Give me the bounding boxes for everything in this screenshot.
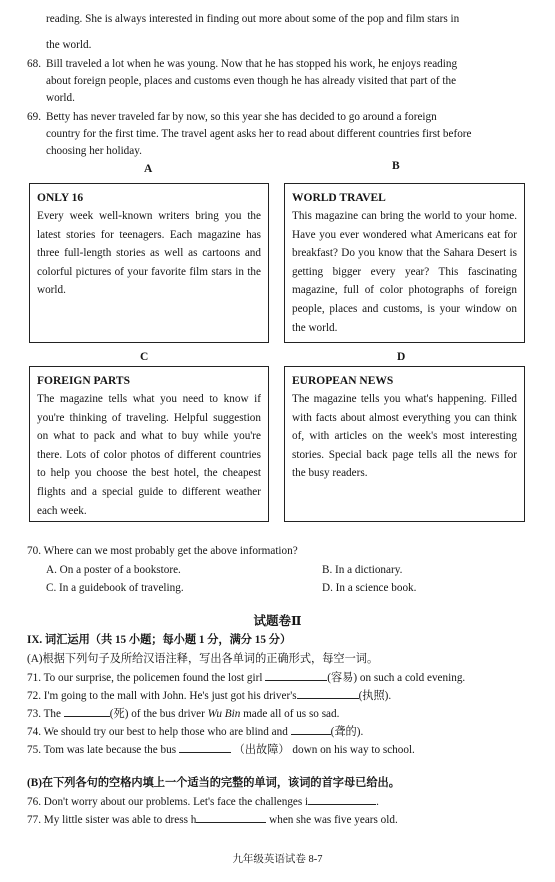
- q77-text: 77. My little sister was able to dress h: [27, 814, 197, 826]
- magazine-box-d: [284, 366, 525, 522]
- q77: [27, 810, 398, 829]
- q71-blank[interactable]: [265, 668, 327, 681]
- q75-blank[interactable]: [179, 740, 231, 753]
- box-title: EUROPEAN NEWS: [292, 375, 394, 387]
- q76: [27, 792, 379, 811]
- q71-text: 71. To our surprise, the policemen found the lost girl: [27, 672, 263, 684]
- q70-option-b[interactable]: B. In a dictionary.: [322, 564, 403, 576]
- q73-text: 73. The: [27, 708, 61, 720]
- question-number-69: 69.: [27, 111, 41, 123]
- q70-question: 70. Where can we most probably get the above information?: [27, 545, 298, 557]
- q70-option-c[interactable]: C. In a guidebook of traveling.: [46, 582, 184, 594]
- magazine-box-b: [284, 183, 525, 343]
- q70-option-d[interactable]: D. In a science book.: [322, 582, 417, 594]
- q72: [27, 686, 391, 705]
- part-b-instruction: [27, 774, 400, 792]
- section-title: 试题卷Ⅱ: [253, 614, 302, 628]
- q73-name: Wu Bin: [207, 708, 241, 720]
- q69-line: choosing her holiday.: [46, 145, 142, 157]
- q72-hint: (执照).: [358, 690, 392, 702]
- q74-text: 74. We should try our best to help those who are blind and: [27, 726, 288, 738]
- page-footer: 九年级英语试卷 8-7: [232, 854, 323, 865]
- q75: [27, 740, 415, 759]
- q74-hint: (聋的).: [330, 726, 364, 738]
- section-ix-header: IX. 词汇运用（共 15 小题；每小题 1 分，满分 15 分）: [27, 634, 292, 646]
- part-a-instruction: (A)根据下列句子及所给汉语注释，写出各单词的正确形式，每空一词。: [27, 653, 379, 665]
- box-title: WORLD TRAVEL: [292, 192, 386, 204]
- box-body: This magazine can bring the world to your home. Have you ever wondered what Americans eat for breakfast? Do you know that the Sahara Desert is getting bigger every year? This fascinating magazine, full of color photographs of foreign people, places and customs, is your window on the world.: [292, 210, 517, 334]
- box-letter-d: D: [397, 351, 406, 363]
- q73-blank[interactable]: [64, 704, 110, 717]
- q69-line: Betty has never traveled far by now, so this year she has decided to go around a foreign: [46, 111, 437, 123]
- q77-text-end: when she was five years old.: [269, 814, 398, 826]
- q72-text: 72. I'm going to the mall with John. He's just got his driver's: [27, 690, 297, 702]
- box-letter-b: B: [392, 160, 400, 172]
- passage-line: reading. She is always interested in finding out more about some of the pop and film stars in: [46, 13, 460, 25]
- box-letter-a: A: [144, 163, 153, 175]
- q71: [27, 668, 465, 687]
- q68-line: world.: [46, 92, 75, 104]
- q69-line: country for the first time. The travel agent asks her to read about different countries first before: [46, 128, 472, 140]
- q68-line: Bill traveled a lot when he was young. Now that he has stopped his work, he enjoys reading: [46, 58, 458, 70]
- q76-text-end: .: [376, 796, 379, 808]
- q68-line: about foreign people, places and customs even though he has already visited that part of the: [46, 75, 457, 87]
- q73-text-end: made all of us so sad.: [243, 708, 340, 720]
- part-b-instruction-text: (B)在下列各句的空格内填上一个适当的完整的单词，该词的首字母已给出。: [27, 777, 400, 789]
- q72-blank[interactable]: [297, 686, 359, 699]
- q74: [27, 722, 363, 741]
- box-body: The magazine tells what you need to know if you're thinking of traveling. Helpful suggestion on what to pack and what to buy while you're there. Lots of color photos of different countries to help you choose the best hotel, the cheapest flights and a special guide to different weather each week.: [37, 393, 261, 517]
- q73: [27, 704, 339, 723]
- passage-line: the world.: [46, 39, 92, 51]
- question-number-68: 68.: [27, 58, 41, 70]
- box-body: The magazine tells you what's happening. Filled with facts about almost everything you can think of, with articles on the week's most interesting stories. Special back page tells all the news for the busy readers.: [292, 393, 517, 480]
- magazine-box-a: [29, 183, 269, 343]
- q75-hint: （出故障）: [233, 744, 290, 756]
- q70-option-a[interactable]: A. On a poster of a bookstore.: [46, 564, 181, 576]
- box-body: Every week well-known writers bring you the latest stories for teenagers. Each magazine has three full-length stories as well as cartoons and colorful pictures of your favorite film stars in the world.: [37, 210, 261, 297]
- box-title: FOREIGN PARTS: [37, 375, 130, 387]
- box-letter-c: C: [140, 351, 149, 363]
- q74-blank[interactable]: [291, 722, 331, 735]
- box-title: ONLY 16: [37, 192, 84, 204]
- q77-blank[interactable]: [196, 810, 266, 823]
- q76-blank[interactable]: [308, 792, 376, 805]
- magazine-box-c: [29, 366, 269, 522]
- q76-text: 76. Don't worry about our problems. Let's face the challenges i: [27, 796, 309, 808]
- q75-text-end: down on his way to school.: [292, 744, 415, 756]
- q73-hint: (死) of the bus driver: [109, 708, 205, 720]
- q75-text: 75. Tom was late because the bus: [27, 744, 177, 756]
- q71-hint: (容易): [327, 672, 358, 684]
- q71-text-end: on such a cold evening.: [359, 672, 466, 684]
